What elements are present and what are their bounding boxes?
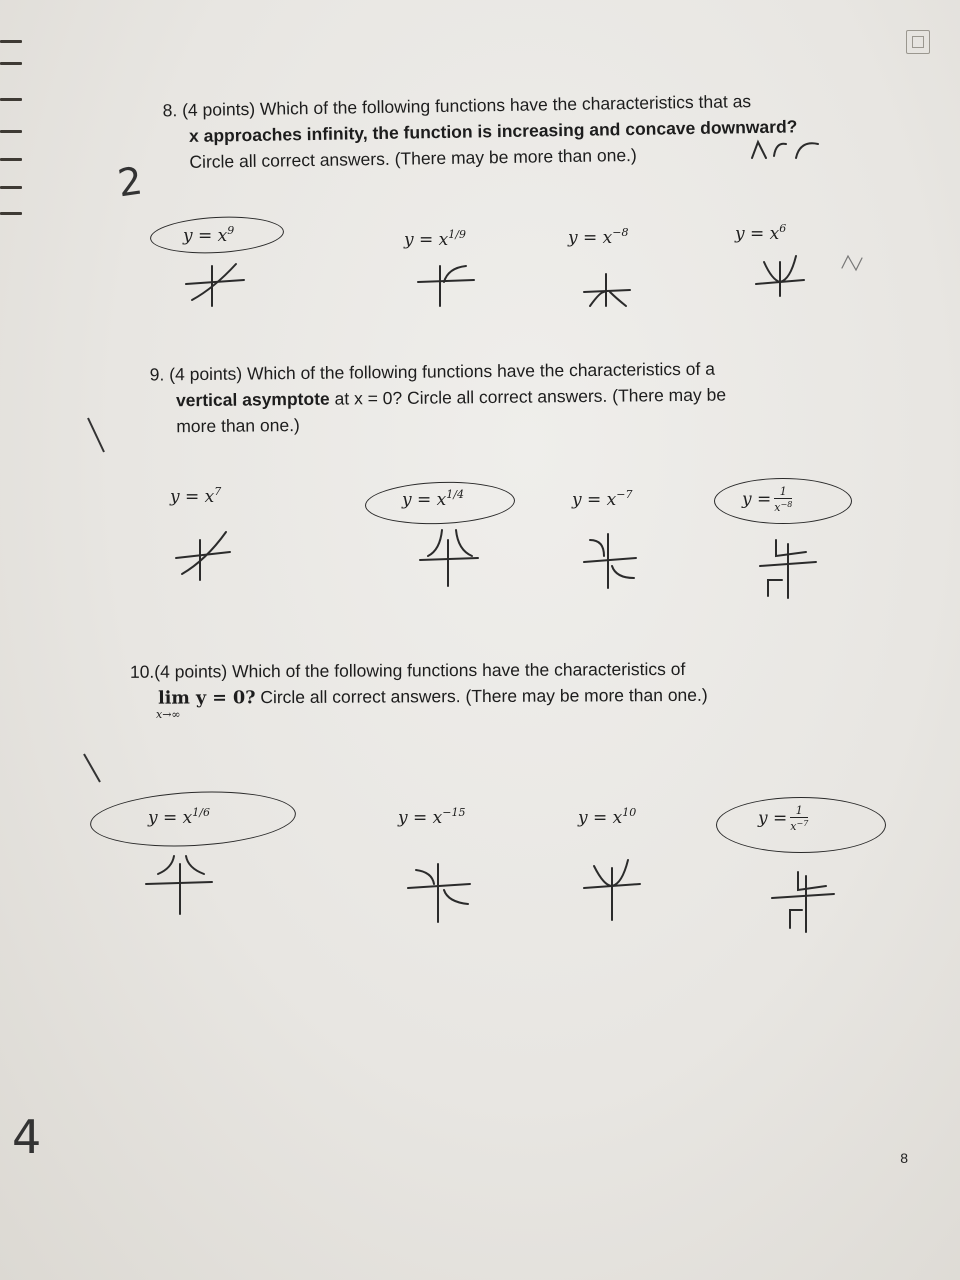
q9-option-1[interactable]: $y = x^7$ [170,485,222,507]
sketch-graph-icon [584,860,640,920]
sketch-graph-icon [418,266,474,306]
sketch-graph-icon [146,856,212,914]
q10-limit-subscript: x→∞ [156,708,181,721]
q9-text-line1: (4 points) Which of the following functions have the characteristics of a [169,358,715,385]
q8-text-line1: (4 points) Which of the following functions have the characteristics that as [181,91,752,121]
q10-number: 10. [129,661,155,682]
total-score-mark: 4 [12,1110,42,1164]
q10-text-line1: (4 points) Which of the following functions have the characteristics of [154,658,686,682]
q10-option-4[interactable]: y = $\frac{1}{x^{-7}}$ [758,804,809,833]
q8-option-4[interactable]: $y = x^6$ [735,222,787,244]
q10-text-line2: Circle all correct answers. (There may be more than one.) [255,684,708,708]
sketch-graph-icon [756,256,804,296]
q9-number: 9. [149,364,165,385]
q9-option-3[interactable]: $y = x^{-7}$ [572,488,633,510]
sketch-graph-icon [176,532,230,580]
q9-option-2[interactable]: $y = x^{1/4}$ [402,488,464,510]
q8-text-line3: Circle all correct answers. (There may be more than one.) [189,144,637,172]
q8-option-3[interactable]: $y = x^{-8}$ [568,226,629,248]
sketch-graph-icon [186,264,244,306]
q10-option-2[interactable]: $y = x^{-15}$ [398,806,466,828]
q8-score-mark: 2 [115,158,146,206]
sketch-graph-icon [420,530,478,586]
q9-text-line3: more than one.) [176,414,300,437]
q10-option-3[interactable]: $y = x^{10}$ [578,806,637,828]
q10-limit: lim y = 0? [158,688,256,709]
q8-number: 8. [162,100,178,121]
q8-text-line2: x approaches infinity, the function is increasing and concave downward? [188,116,798,146]
sketch-graph-icon [408,864,470,922]
q10-option-1[interactable]: $y = x^{1/6}$ [148,806,210,828]
fraction: $\frac{1}{x^{-8}}$ [774,485,793,514]
q9-option-4[interactable]: y = $\frac{1}{x^{-8}}$ [742,485,793,514]
page-number: 8 [900,1150,908,1166]
fraction: $\frac{1}{x^{-7}}$ [790,804,809,833]
q9-text-line2: at x = 0? Circle all correct answers. (There may be [329,384,727,409]
q8-option-1[interactable]: $y = x^9$ [183,224,235,246]
q8-option-2[interactable]: $y = x^{1/9}$ [404,228,466,250]
sketch-graph-icon [584,534,636,588]
sketch-graph-icon [760,540,816,598]
sketch-graph-icon [772,872,834,932]
sketch-graph-icon [584,274,630,306]
q9-text-bold: vertical asymptote [175,388,330,411]
